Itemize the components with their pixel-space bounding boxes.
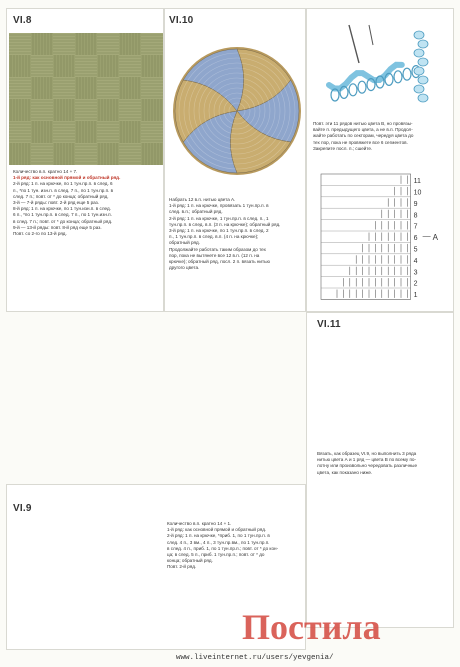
panel-vi8 bbox=[6, 8, 164, 312]
vi10-chart-row-number: 5 bbox=[413, 246, 418, 254]
basketweave-swatch-image bbox=[9, 33, 163, 165]
vi10-line: крючке); обратный ряд, посл. 2 п. вязать нитью bbox=[169, 259, 270, 265]
vi10-cont-line: жайте работать по секторам, чередуя цвета до bbox=[313, 133, 414, 139]
chain-stitch bbox=[414, 67, 424, 75]
vi10-line: п., 1 тун.пр.п. в след. в.п. (4 п. на крючке); bbox=[169, 234, 259, 240]
vi10-cont-line: вайте п. предыдущего цвета, а не в.п. Продол- bbox=[313, 127, 413, 133]
chevron-swatch-top-image bbox=[315, 337, 451, 445]
needle-line bbox=[369, 25, 373, 45]
vi11-instructions bbox=[317, 451, 453, 476]
swatch-vi9-photo bbox=[17, 523, 161, 643]
middle-chart-svg bbox=[78, 318, 246, 478]
yarn-loop bbox=[403, 68, 411, 80]
vi10-cont-line: тех пор, пока не провяжете все 6 сегментов. bbox=[313, 139, 408, 145]
vi11-line: нитью цвета А и 1 ряд — цвета В по всему по- bbox=[317, 457, 417, 463]
panel-vi10-cont bbox=[306, 8, 454, 312]
vi10-line: тун.пр.п. в след. в.п. (3 п. на крючке); обратный ряд. bbox=[169, 221, 281, 227]
chain-stitch bbox=[418, 94, 428, 102]
vi8-line: в след. 7 п.; повт. от * до конца; обратный ряд. bbox=[13, 218, 113, 224]
section-title-vi10: VI.10 bbox=[169, 15, 194, 26]
swatch-vi10-photo bbox=[167, 35, 305, 193]
hook-shaft bbox=[349, 25, 359, 63]
panel-vi11 bbox=[306, 312, 454, 628]
panel-vi10 bbox=[164, 8, 306, 312]
vi10-chart-row-number: 8 bbox=[413, 212, 418, 220]
chevron-swatch-bottom-image bbox=[315, 485, 451, 605]
vi10-chart-row-number: 6 bbox=[413, 235, 418, 243]
vi10-chart-row-number: 7 bbox=[413, 223, 418, 231]
vi10-cont-line: Повт. эти 11 рядов нитью цвета В, но провязы- bbox=[313, 121, 413, 126]
chain-stitch bbox=[418, 58, 428, 66]
vi10-chart bbox=[315, 172, 455, 312]
vi11-line: цвета, как показано ниже. bbox=[317, 469, 373, 475]
vi10-chart-row-number: 3 bbox=[413, 269, 418, 277]
vi9-line: Повт. 2-й ряд. bbox=[167, 564, 197, 570]
chain-stitch bbox=[414, 31, 424, 39]
vi9-line: в след. 4 п., приб. 1, по 1 тун.пр.п.; повт. от * до кон- bbox=[167, 545, 279, 551]
yarn-loop bbox=[394, 71, 402, 83]
swatch-vi11-bottom bbox=[315, 485, 451, 605]
vi9-instructions bbox=[167, 521, 305, 571]
swatch-vi11-top bbox=[315, 337, 451, 445]
yarn-loop bbox=[349, 84, 357, 96]
chain-stitch bbox=[418, 40, 428, 48]
vi10-chart-row-number: 10 bbox=[413, 189, 422, 197]
crochet-hook-illustration bbox=[315, 23, 451, 113]
vi10-line: Продолжайте работать таким образом до тех bbox=[169, 246, 266, 252]
vi8-line: 8-й ряд: 1 п. на крючке, по 1 тун.изн.п. в след. bbox=[13, 206, 111, 212]
vi10-chart-row-number: 2 bbox=[413, 280, 418, 288]
pinwheel-swatch-image bbox=[167, 35, 305, 193]
chain-stitch bbox=[414, 49, 424, 57]
vi10-line: пор, пока не вытянете все 12 в.п. (12 п. на bbox=[169, 252, 260, 258]
watermark-url[interactable]: www.liveinternet.ru/users/yevgenia/ bbox=[176, 654, 334, 662]
vi8-line: Повт. со 2-го по 13-й ряд. bbox=[13, 231, 67, 237]
vi10-chart-row-number: 4 bbox=[413, 257, 418, 265]
vi9-line: Количество в.п. кратно 14 + 1. bbox=[167, 521, 232, 526]
zigzag-swatch-image bbox=[17, 523, 161, 643]
section-title-vi11: VI.11 bbox=[317, 319, 341, 330]
vi10-line: обратный ряд. bbox=[169, 240, 200, 246]
vi10-line: другого цвета. bbox=[169, 265, 200, 271]
vi8-line: 2-й ряд: 1 п. на крючке, по 1 тун.пр.п. в след. 6 bbox=[13, 181, 113, 187]
vi10-line: след. в.п.; обратный ряд. bbox=[169, 209, 223, 215]
vi10-chart-color-label: A bbox=[432, 233, 438, 243]
vi9-line: 2-й ряд: 1 п. на крючке, *приб. 1, по 1 тун.пр.п. в bbox=[167, 533, 270, 539]
vi8-line: 3-й — 7-й ряды: повт. 2-й ряд еще 5 раз. bbox=[13, 200, 100, 206]
vi10-chart-row-number: 9 bbox=[413, 200, 418, 208]
vi10-line: 1-й ряд: 1 п. на крючке, провязать 1 тун.пр.п. в bbox=[169, 203, 269, 209]
chain-stitch bbox=[418, 76, 428, 84]
yarn-loop bbox=[358, 81, 366, 93]
vi10-chart-row-number: 11 bbox=[413, 178, 421, 186]
watermark-logo: Постила bbox=[242, 607, 381, 647]
vi10-continuation bbox=[313, 121, 453, 152]
vi10-chart-svg bbox=[315, 172, 455, 312]
section-title-vi8: VI.8 bbox=[13, 15, 32, 26]
vi9-line: 1-й ряд: как основной прямой и обратный ряд. bbox=[167, 527, 267, 533]
vi8-line: Количество в.п. кратно 14 + 7. bbox=[13, 169, 78, 174]
vi10-cont-line: Закрепите посл. п.; сшейте. bbox=[313, 145, 373, 151]
section-title-vi9: VI.9 bbox=[13, 503, 32, 514]
vi9-line: конца; обратный ряд. bbox=[167, 558, 213, 564]
vi8-line: 9-й — 13-й ряды: повт. 8-й ряд еще 5 раз. bbox=[13, 224, 102, 230]
vi8-line: 1-й ряд: как основной прямой и обратный ряд. bbox=[13, 175, 121, 181]
vi8-line: след. 7 п.; повт. от * до конца; обратный ряд. bbox=[13, 193, 109, 199]
vi11-line: лотну или произвольно чередовать различные bbox=[317, 463, 417, 469]
vi9-line: след. 4 п., 3 вм., 4 п., 3 тун.пр.вм., по 1 тун.пр.п. bbox=[167, 539, 270, 545]
swatch-vi8-photo bbox=[9, 33, 163, 165]
vi8-line: п., *по 1 тун. изн.п. в след. 7 п., по 1 тун.пр.п. в bbox=[13, 187, 114, 193]
vi10-line: 3-й ряд: 1 п. на крючке, по 1 тун.пр.п. в след. 2 bbox=[169, 228, 269, 234]
vi11-line: Вязать, как образец VI.9, но выполнить 3 ряда bbox=[317, 451, 417, 456]
vi8-instructions bbox=[13, 169, 163, 237]
vi10-instructions bbox=[169, 197, 305, 271]
chain-stitch bbox=[414, 85, 424, 93]
vi10-line: Набрать 12 в.п. нитью цвета А. bbox=[169, 197, 236, 202]
vi10-line: 2-й ряд: 1 п. на крючке, 1 тун.пр.п. в след. п., 1 bbox=[169, 215, 269, 221]
vi10-chart-row-number: 1 bbox=[413, 292, 418, 300]
hook-illustration bbox=[315, 23, 451, 113]
middle-chart bbox=[78, 318, 246, 478]
vi10-chart-frame bbox=[321, 174, 411, 299]
vi9-line: ца; в след. 5 п., приб. 1 тун.пр.п.; повт. от * до bbox=[167, 552, 265, 558]
vi8-line: 6 п., *по 1 тун.пр.п. в след. 7 п., по 1 тун.изн.п. bbox=[13, 212, 112, 218]
